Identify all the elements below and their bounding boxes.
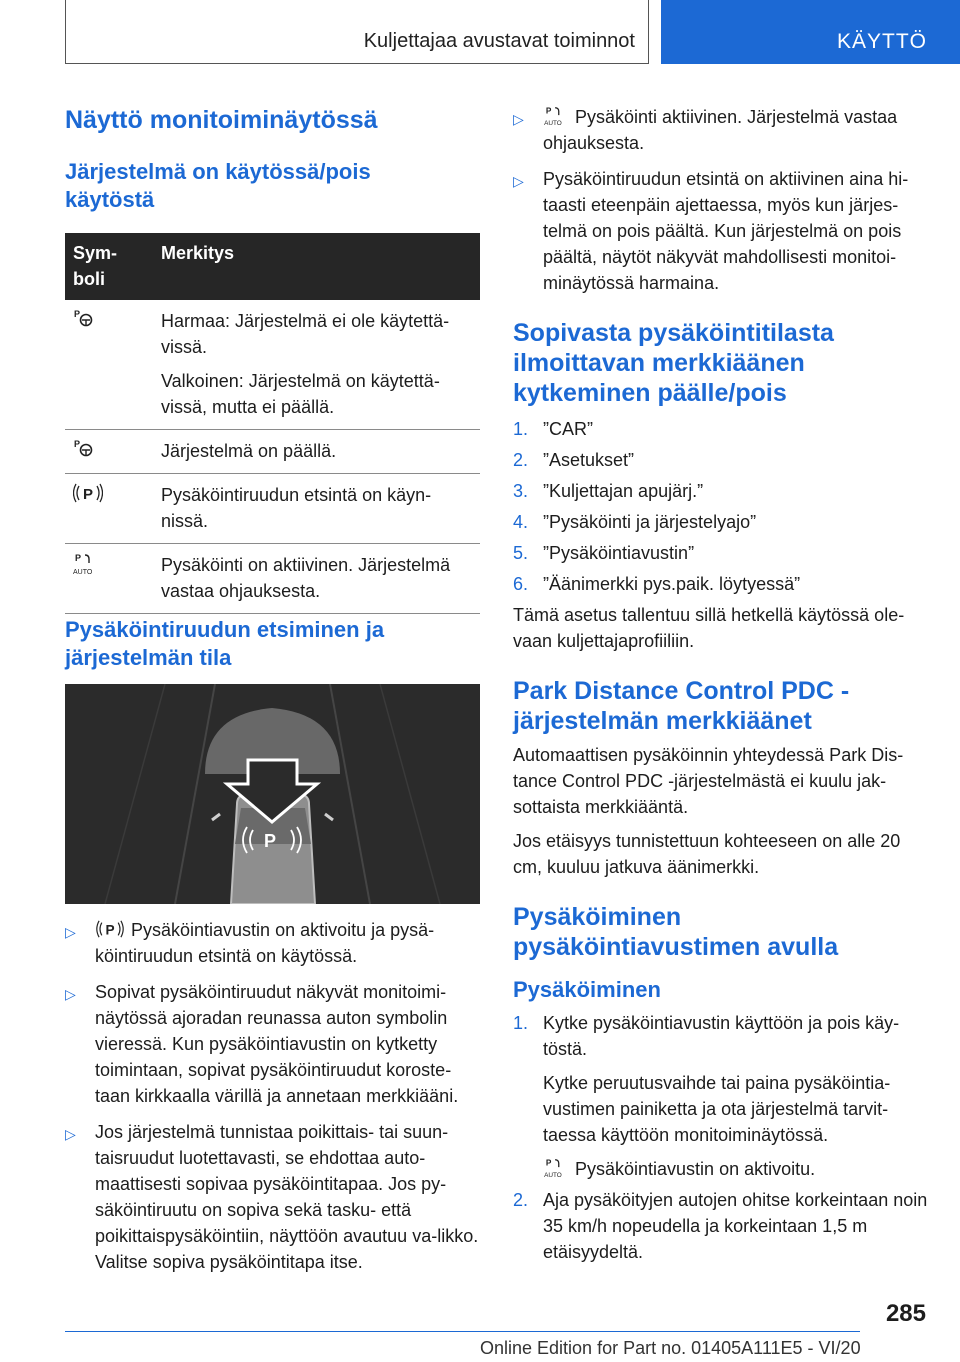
bullet-triangle-icon: ▷	[65, 986, 76, 1002]
bullet-triangle-icon: ▷	[513, 111, 524, 127]
bullet-triangle-icon: ▷	[65, 924, 76, 940]
bullet-text: Jos järjestelmä tunnistaa poikittais- tai suun-taisruudut luotettavasti, se ehdottaa auto-maattisesti sopivaa pysäköintitapaa. Jos py-säköintiruutu on sopiva sekä tasku- että poikittaispysäköintiin, näyttöön avautuu va-likko. Valitse sopiva pysäköintitapa itse.	[95, 1122, 479, 1272]
bullet-text: Pysäköintiavustin on aktivoitu ja pysä-köintiruudun etsintä on käytössä.	[95, 920, 435, 966]
list-item	[513, 166, 928, 296]
svg-text:AUTO: AUTO	[73, 569, 93, 576]
heading-system-on-off: Järjestelmä on käytössä/pois käytöstä	[65, 159, 371, 212]
settings-steps	[513, 416, 928, 597]
svg-text:P: P	[74, 309, 81, 319]
list-item: 5. ”Pysäköintiavustin”	[513, 543, 695, 563]
display-illustration	[65, 684, 480, 904]
symbol-table	[65, 233, 480, 614]
svg-text:P: P	[545, 106, 552, 116]
pdc-paragraph-2: Jos etäisyys tunnistettuun kohteeseen on alle 20 cm, kuuluu jatkuva äänimerkki.	[513, 831, 901, 877]
list-item	[65, 979, 480, 1109]
left-bullets	[65, 917, 480, 1285]
parking-space-search-icon	[95, 919, 125, 939]
edition-line: Online Edition for Part no. 01405A111E5 - VI/20	[480, 1338, 861, 1358]
list-item	[65, 917, 480, 969]
row-meaning: Harmaa: Järjestelmä ei ole käytettä-vissä.	[161, 311, 450, 357]
bullet-text: Pysäköinti aktiivinen. Järjestelmä vastaa ohjauksesta.	[543, 107, 898, 153]
table-row	[65, 474, 480, 544]
svg-text:AUTO: AUTO	[544, 120, 562, 127]
right-column	[513, 104, 928, 1270]
table-row	[65, 544, 480, 614]
list-item	[65, 1119, 480, 1275]
bullet-triangle-icon: ▷	[513, 173, 524, 189]
pdc-paragraph-1: Automaattisen pysäköinnin yhteydessä Park Dis-tance Control PDC -järjestelmästä ei kuulu jak-sottaista merkkiääntä.	[513, 745, 904, 817]
row-meaning: Järjestelmä on päällä.	[161, 441, 337, 461]
row-meaning: Pysäköintiruudun etsintä on käyn-nissä.	[161, 485, 432, 531]
icon-note: Pysäköintiavustin on aktivoitu.	[575, 1159, 816, 1179]
svg-text:P: P	[105, 922, 115, 938]
footer-divider	[65, 1331, 860, 1332]
parking-auto-icon	[73, 552, 99, 576]
parking-badge-label: P	[264, 831, 277, 851]
list-item: 1. Kytke pysäköintiavustin käyttöön ja pois käy-töstä. Kytke peruutusvaihde tai paina pysäköintia-vustimen painiketta ja ota järjestelmä tarvit-taessa käyttöön monitoiminäytössä. P AUTO Pysäköintiavustin on aktivoitu.	[513, 1013, 900, 1179]
heading-parking: Pysäköiminen	[513, 977, 661, 1002]
parking-space-search-icon	[73, 482, 103, 504]
bullet-text: Sopivat pysäköintiruudut näkyvät monitoimi-näytössä ajoradan reunassa auton symbolin vieressä. Kun pysäköintiavustin on kytketty toimintaan, sopivat pysäköintiruudut koroste-taan kirkkaalla värillä ja annetaan merkkiääni.	[95, 982, 459, 1106]
svg-text:P: P	[83, 486, 94, 503]
list-item: 6. ”Äänimerkki pys.paik. löytyessä”	[513, 574, 801, 594]
parking-assistant-icon	[73, 308, 95, 328]
list-item	[513, 104, 928, 156]
col-symbol: Sym-boli	[65, 233, 153, 300]
page-number: 285	[885, 1300, 926, 1327]
parking-auto-icon	[543, 105, 569, 127]
svg-text:P: P	[545, 1158, 552, 1168]
heading-search-status: Pysäköintiruudun etsiminen ja järjestelmän tila	[65, 617, 385, 670]
row-meaning: Pysäköinti on aktiivinen. Järjestelmä vastaa ohjauksesta.	[161, 555, 451, 601]
parking-assistant-icon	[73, 438, 95, 458]
heading-multifunction-display: Näyttö monitoiminäytössä	[65, 106, 378, 134]
list-item: 3. ”Kuljettajan apujärj.”	[513, 481, 704, 501]
heading-signal-toggle: Sopivasta pysäköintitilasta ilmoittavan merkkiäänen kytkeminen päälle/pois	[513, 319, 834, 407]
heading-pdc-signals: Park Distance Control PDC -järjestelmän merkkiäänet	[513, 677, 850, 735]
bullet-text: Pysäköintiruudun etsintä on aktiivinen aina hi-taasti eteenpäin ajettaessa, myös kun järjes-telmä on pois päältä. Kun järjestelmä on pois päältä, näytöt näkyvät mahdollisesti monitoi-minäytössä harmaina.	[543, 169, 909, 293]
list-item: 2. ”Asetukset”	[513, 450, 635, 470]
row-meaning: Valkoinen: Järjestelmä on käytettä-vissä, mutta ei päällä.	[161, 371, 440, 417]
svg-text:P: P	[75, 553, 82, 563]
chapter-tab-label: KÄYTTÖ	[836, 30, 927, 53]
parking-auto-icon	[543, 1157, 569, 1179]
svg-text:P: P	[74, 439, 81, 449]
section-title: Kuljettajaa avustavat toiminnot	[363, 30, 635, 52]
parking-display-graphic	[65, 684, 480, 904]
list-item: 1. ”CAR”	[513, 419, 593, 439]
table-row	[65, 430, 480, 474]
col-meaning: Merkitys	[153, 233, 480, 300]
table-row	[65, 300, 480, 430]
profile-note: Tämä asetus tallentuu sillä hetkellä käytössä ole-vaan kuljettajaprofiiliin.	[513, 605, 905, 651]
list-item: 2. Aja pysäköityjen autojen ohitse korkeintaan noin 35 km/h nopeudella ja korkeintaan 1,5 m etäisyydeltä.	[513, 1190, 928, 1262]
parking-steps	[513, 1010, 928, 1265]
svg-text:AUTO: AUTO	[544, 1172, 562, 1179]
list-item: 4. ”Pysäköinti ja järjestelyajo”	[513, 512, 757, 532]
symbol-table-header	[65, 233, 480, 300]
bullet-triangle-icon: ▷	[65, 1126, 76, 1142]
heading-parking-with-assistant: Pysäköiminen pysäköintiavustimen avulla	[513, 903, 839, 961]
